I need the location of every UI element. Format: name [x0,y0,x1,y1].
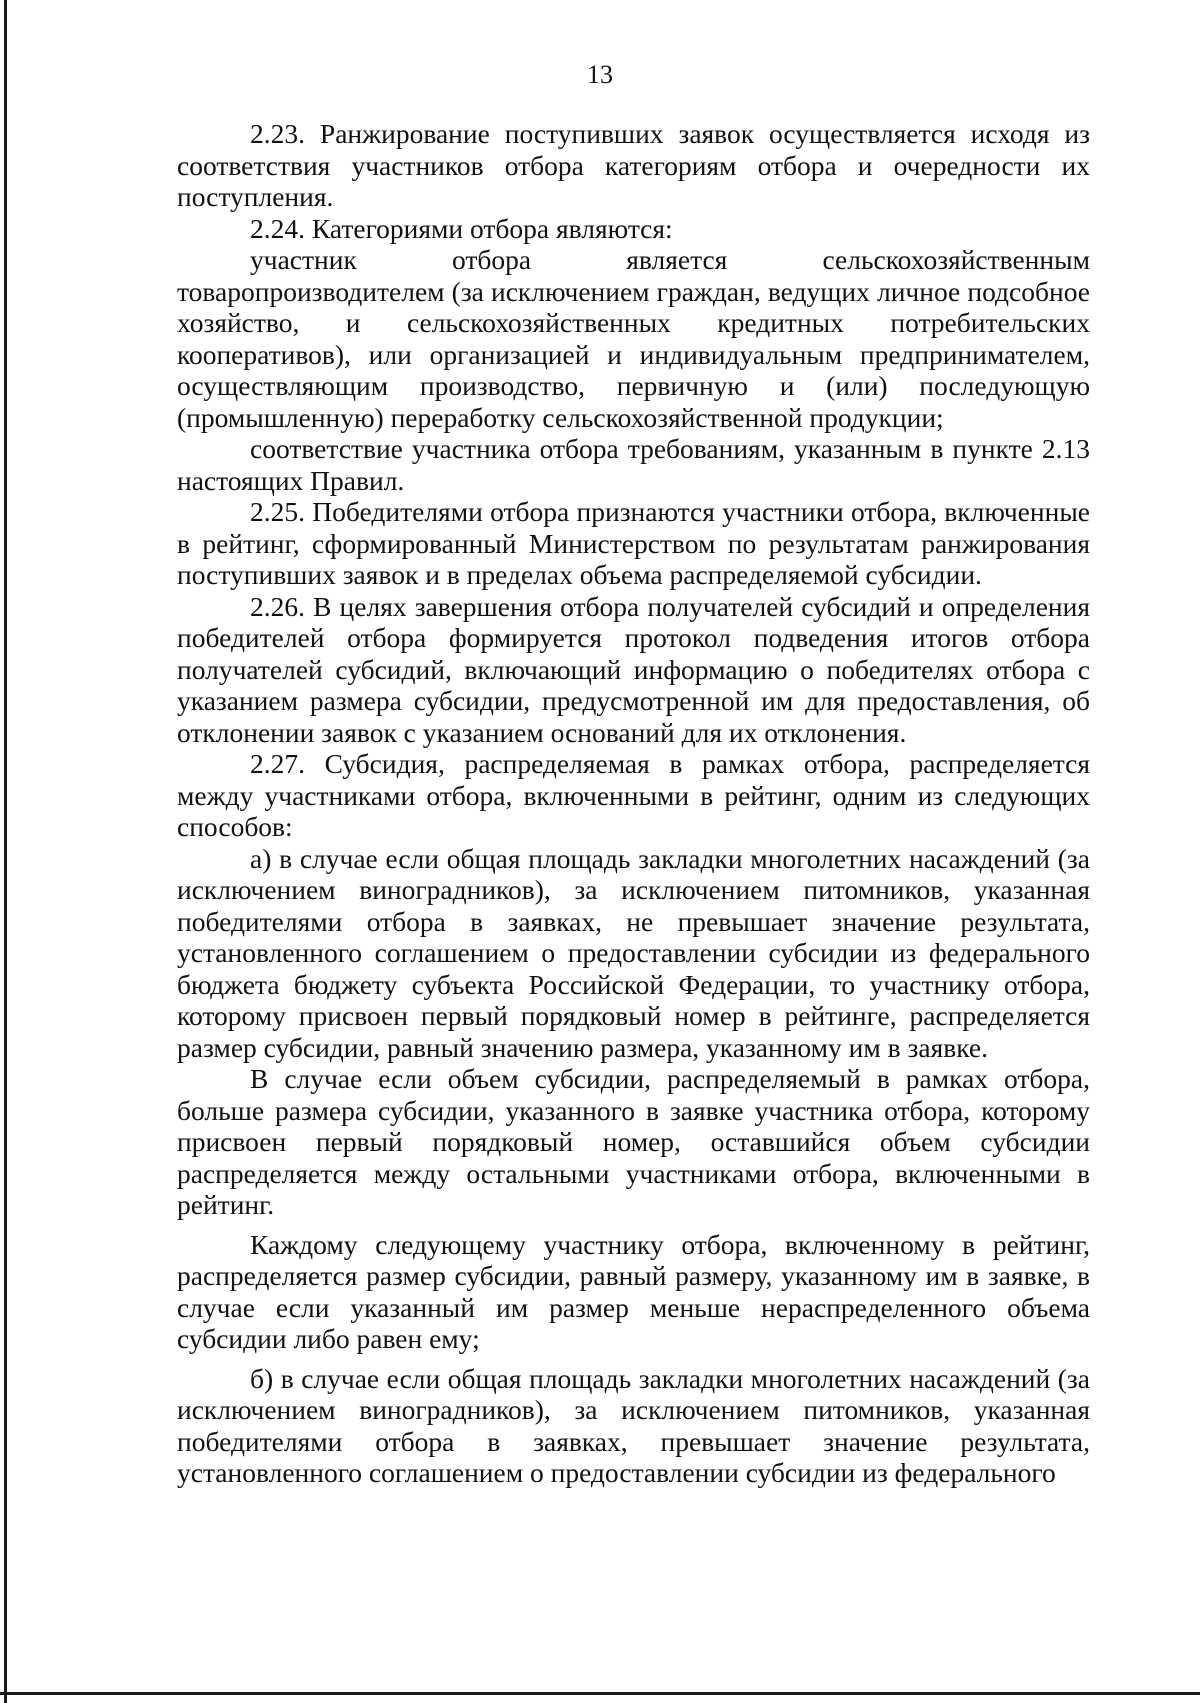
paragraph-2-23: 2.23. Ранжирование поступивших заявок осуществляется исходя из соответствия участников отбора категориям отбора и очередности их поступления. [177,118,1090,212]
paragraph-remaining-volume: В случае если объем субсидии, распределяемый в рамках отбора, больше размера субсидии, указанного в заявке участника отбора, которому присвоен первый порядковый номер, оставшийся объем субсидии распределяется между остальными участниками отбора, включенными в рейтинг. [177,1063,1090,1220]
paragraph-2-27-a: а) в случае если общая площадь закладки многолетних насаждений (за исключением виноградников), за исключением питомников, указанная победителями отбора в заявках, не превышает значение результата, установленного соглашением о предоставлении субсидии из федерального бюджета бюджету субъекта Российской Федерации, то участнику отбора, которому присвоен первый порядковый номер в рейтинге, распределяется размер субсидии, равный значению размера, указанному им в заявке. [177,842,1090,1063]
paragraph-2-26: 2.26. В целях завершения отбора получателей субсидий и определения победителей отбора формируется протокол подведения итогов отбора получателей субсидий, включающий информацию о победителях отбора с указанием размера субсидии, предусмотренной им для предоставления, об отклонении заявок с указанием оснований для их отклонения. [177,590,1090,748]
document-body [177,118,1090,1489]
paragraph-each-next-participant: Каждому следующему участнику отбора, включенному в рейтинг, распределяется размер субсидии, равный размеру, указанному им в заявке, в случае если указанный им размер меньше нераспределенного объема субсидии либо равен ему; [177,1228,1090,1354]
paragraph-2-27: 2.27. Субсидия, распределяемая в рамках отбора, распределяется между участниками отбора, включенными в рейтинг, одним из следующих способов: [177,748,1090,842]
paragraph-2-25: 2.25. Победителями отбора признаются участники отбора, включенные в рейтинг, сформированный Министерством по результатам ранжирования поступивших заявок и в пределах объема распределяемой субсидии. [177,496,1090,590]
paragraph-category-2: соответствие участника отбора требованиям, указанным в пункте 2.13 настоящих Правил. [177,433,1090,496]
paragraph-2-24: 2.24. Категориями отбора являются: [250,212,673,244]
paragraph-2-27-b: б) в случае если общая площадь закладки многолетних насаждений (за исключением виноградников), за исключением питомников, указанная победителями отбора в заявках, превышает значение результата, установленного соглашением о предоставлении субсидии из федерального [177,1362,1090,1488]
scan-edge-left [4,0,7,1703]
page-number: 13 [587,60,613,89]
paragraph-category-1: участник отбора является сельскохозяйственным товаропроизводителем (за исключением граждан, ведущих личное подсобное хозяйство, и сельскохозяйственных кредитных потребительских кооперативов), или организацией и индивидуальным предпринимателем, осуществляющим производство, первичную и (или) последующую (промышленную) переработку сельскохозяйственной продукции; [177,244,1090,433]
scan-edge-bottom [0,1692,1200,1695]
